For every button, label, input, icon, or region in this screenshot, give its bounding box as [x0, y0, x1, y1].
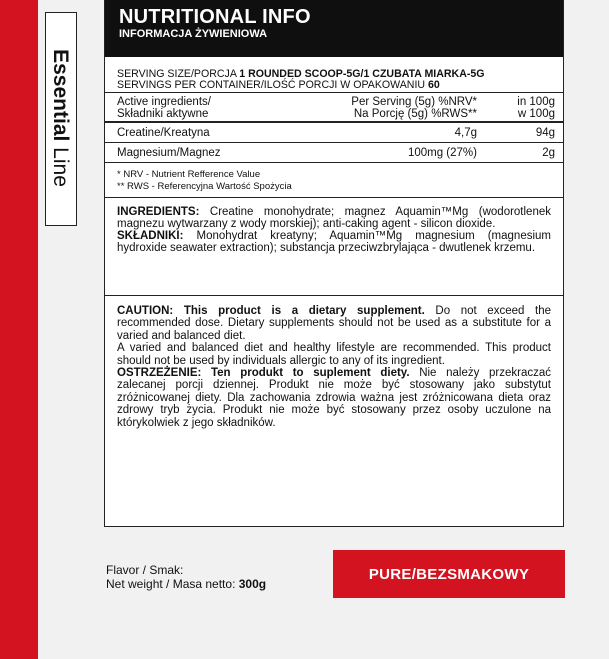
- ingredients-en-label: INGREDIENTS:: [117, 206, 200, 218]
- caution-en: [117, 305, 551, 342]
- table-row: [105, 123, 563, 143]
- flavor-info: [106, 563, 266, 591]
- net-weight-label: Net weight / Masa netto:: [106, 577, 236, 591]
- net-weight-value: 300g: [238, 577, 267, 591]
- table-header: [105, 93, 563, 123]
- flavor-label: Flavor / Smak:: [106, 563, 184, 577]
- ingredients-pl-label: SKŁADNIKI:: [117, 230, 184, 242]
- caution-section: [105, 295, 563, 429]
- nrv-note: * NRV - Nutrient Refference Value: [117, 169, 261, 180]
- caution-pl-text: Nie należy przekraczać zalecanej porcji dziennej. Produkt nie może być stosowany jako substytut zróżnicowanej diety. Dla zachowania zdrowia ważna jest zróżnicowana dieta oraz zdrowy tryb życia. Produkt nie może być stosowany przez osoby uczulone na którykolwiek z jego składników.: [117, 367, 551, 429]
- brand-word: Essential: [49, 49, 72, 142]
- col-per-serving-pl: Na Porcję (5g) %RWS**: [353, 108, 477, 120]
- col-ingredients-en: Active ingredients/: [117, 96, 211, 108]
- col-per-100g-pl: w 100g: [517, 108, 555, 120]
- row-per-serving: 4,7g: [454, 126, 477, 139]
- row-name: Magnesium/Magnez: [117, 146, 221, 159]
- line-word: Line: [49, 147, 72, 187]
- row-per-100g: 2g: [542, 146, 555, 159]
- red-side-band: [0, 0, 38, 659]
- rws-note: ** RWS - Referencyjna Wartość Spożycia: [117, 181, 292, 192]
- col-per-serving-en: Per Serving (5g) %NRV*: [351, 96, 477, 108]
- caution-en-text: Do not exceed the recommended dose. Dietary supplements should not be used as a substitute for a varied and balanced diet.: [117, 305, 551, 342]
- panel-title: NUTRITIONAL INFO: [119, 6, 311, 28]
- col-ingredients-pl: Składniki aktywne: [117, 108, 209, 120]
- flavor-badge: PURE/BEZSMAKOWY: [333, 550, 565, 598]
- serving-info: [105, 58, 563, 93]
- servings-per-container-value: 60: [428, 79, 440, 91]
- nutrition-panel: [104, 0, 564, 527]
- product-line-label: [48, 49, 72, 187]
- ingredients-en-text: Creatine monohydrate; magnez Aquamin™Mg (wodorotlenek magnezu wytwarzany z wody morskiej); anti-caking agent - silicon dioxide.: [117, 206, 551, 230]
- caution-pl: [117, 367, 551, 429]
- footnotes: [105, 163, 563, 197]
- row-per-100g: 94g: [535, 126, 555, 139]
- col-per-100g-en: in 100g: [517, 96, 555, 108]
- ingredients-section: [105, 197, 563, 295]
- panel-header: [105, 0, 563, 57]
- servings-per-container-line: [117, 80, 555, 91]
- caution-en-label: CAUTION: This product is a dietary supplement.: [117, 305, 425, 317]
- ingredients-pl: [117, 230, 551, 254]
- row-per-serving: 100mg (27%): [407, 146, 477, 159]
- ingredients-en: [117, 206, 551, 230]
- net-weight-line: [106, 577, 266, 591]
- serving-size-label: SERVING SIZE/PORCJA: [117, 68, 237, 80]
- row-name: Creatine/Kreatyna: [117, 126, 210, 139]
- panel-subtitle: INFORMACJA ŻYWIENIOWA: [119, 28, 268, 40]
- servings-per-container-label: SERVINGS PER CONTAINER/ILOŚĆ PORCJI W OPAKOWANIU: [117, 79, 426, 91]
- caution-en-2: A varied and balanced diet and healthy lifestyle are recommended. This product should not be used by individuals allergic to any of its ingredient.: [117, 342, 551, 367]
- table-row: [105, 143, 563, 163]
- serving-size-value: 1 ROUNDED SCOOP-5G/1 CZUBATA MIARKA-5G: [239, 68, 485, 80]
- caution-pl-label: OSTRZEŻENIE: Ten produkt to suplement diety.: [117, 367, 410, 380]
- ingredients-pl-text: Monohydrat kreatyny; Aquamin™Mg magnesium (magnesium hydroxide seawater extraction); substancja przeciwzbrylająca - dwutlenek krzemu.: [117, 230, 551, 254]
